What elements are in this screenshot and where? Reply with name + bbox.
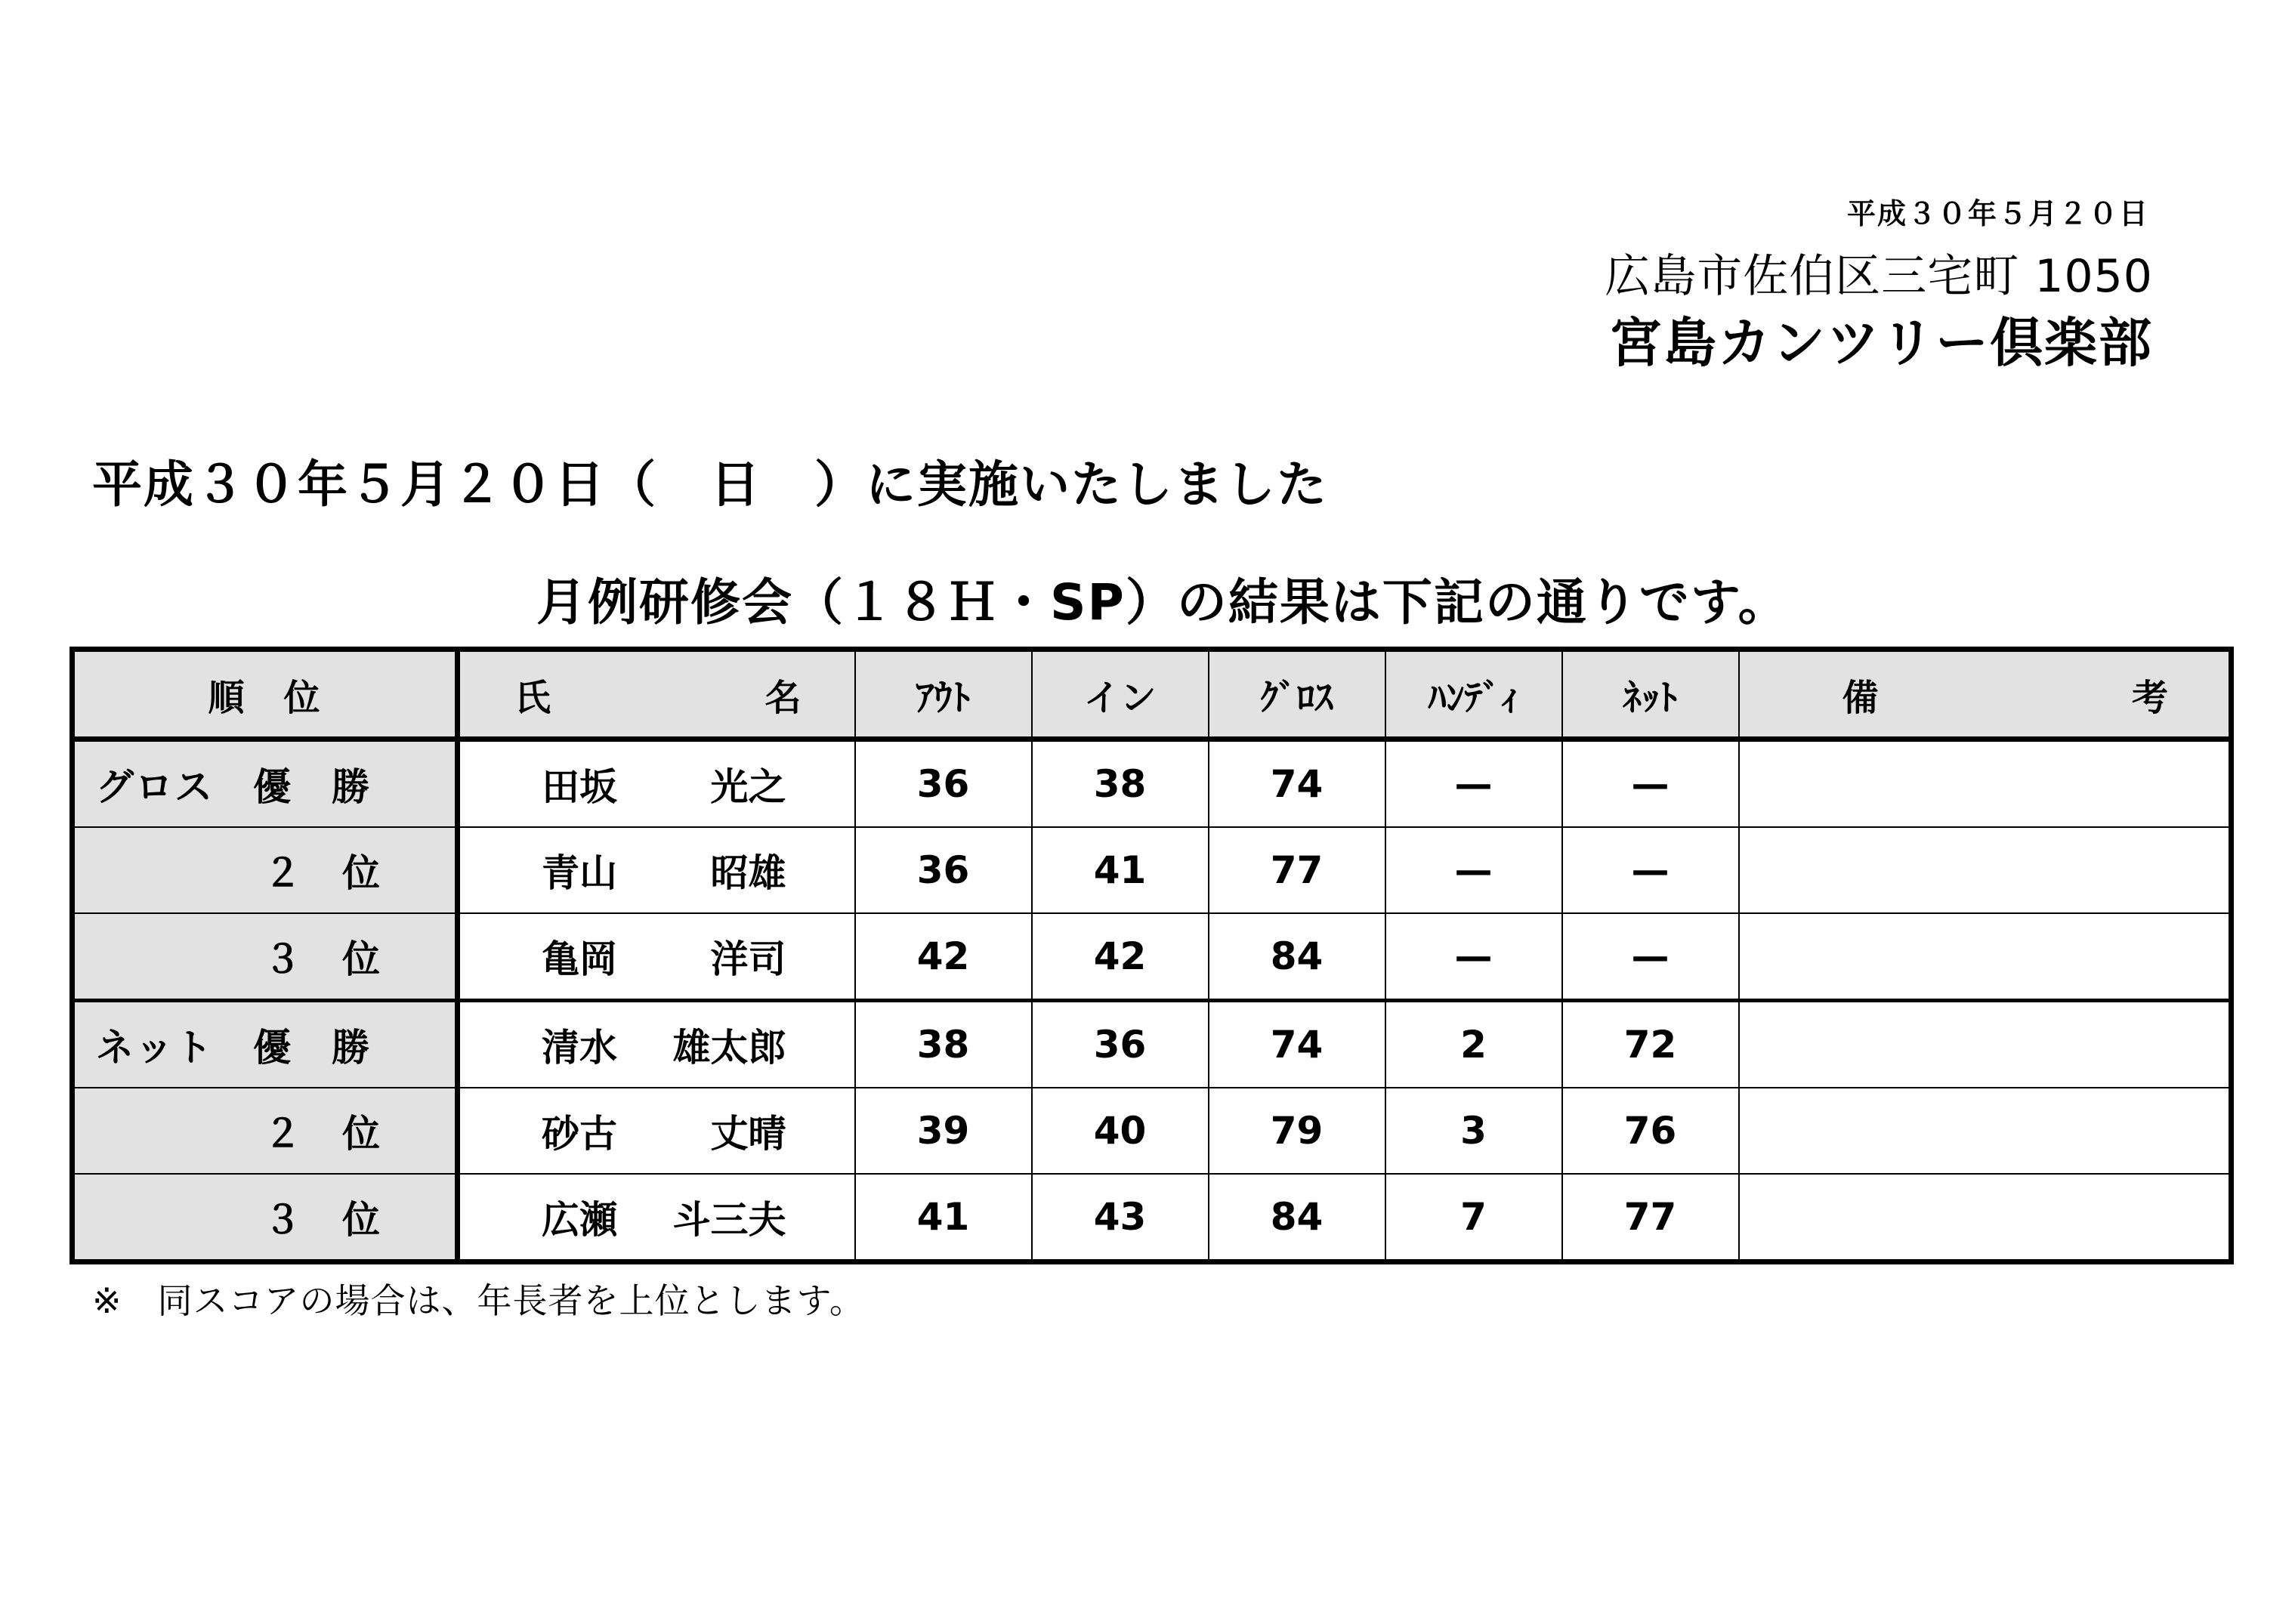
document-date: 平成３０年５月２０日 (1846, 197, 2149, 230)
remarks-cell (1739, 913, 2232, 1001)
header-name: 氏 名 (458, 650, 855, 739)
gross-score: 74 (1209, 1001, 1385, 1088)
in-score: 40 (1032, 1088, 1209, 1174)
header-in: イン (1032, 650, 1209, 739)
gross-score: 84 (1209, 913, 1385, 1001)
header-row (73, 650, 2232, 739)
handicap-value: 3 (1385, 1088, 1562, 1174)
rank-cell: ネット 優 勝 (73, 1001, 458, 1088)
remarks-cell (1739, 1174, 2232, 1262)
club-address: 広島市佐伯区三宅町 1050 (1605, 250, 2153, 303)
net-score: 76 (1562, 1088, 1739, 1174)
gross-score: 74 (1209, 739, 1385, 828)
name-cell: 亀岡 洋司 (458, 913, 855, 1001)
remarks-cell (1739, 739, 2232, 828)
remarks-cell (1739, 1088, 2232, 1174)
remarks-cell (1739, 1001, 2232, 1088)
handicap-value: — (1385, 827, 1562, 913)
out-score: 42 (855, 913, 1032, 1001)
rank-cell: ２ 位 (73, 827, 458, 913)
handicap-value: 2 (1385, 1001, 1562, 1088)
results-table (69, 647, 2234, 1264)
name-cell: 広瀬 斗三夫 (458, 1174, 855, 1262)
club-name: 宮島カンツリー倶楽部 (1609, 312, 2153, 374)
name-cell: 田坂 光之 (458, 739, 855, 828)
rank-cell: ２ 位 (73, 1088, 458, 1174)
in-score: 36 (1032, 1001, 1209, 1088)
name-cell: 清水 雄太郎 (458, 1001, 855, 1088)
net-score: — (1562, 739, 1739, 828)
in-score: 41 (1032, 827, 1209, 913)
out-score: 41 (855, 1174, 1032, 1262)
table-row (73, 1088, 2232, 1174)
rank-cell: グロス 優 勝 (73, 739, 458, 828)
out-score: 36 (855, 827, 1032, 913)
header-gross: ｸﾞﾛｽ (1209, 650, 1385, 739)
out-score: 36 (855, 739, 1032, 828)
table-row (73, 739, 2232, 828)
in-score: 38 (1032, 739, 1209, 828)
net-score: — (1562, 913, 1739, 1001)
intro-line-1 (92, 444, 1328, 516)
handicap-value: 7 (1385, 1174, 1562, 1262)
name-cell: 砂古 丈晴 (458, 1088, 855, 1174)
net-score: 72 (1562, 1001, 1739, 1088)
table-row (73, 913, 2232, 1001)
intro-line-1-b: ）に実施いたしました (814, 455, 1328, 514)
in-score: 42 (1032, 913, 1209, 1001)
in-score: 43 (1032, 1174, 1209, 1262)
intro-line-2: 月例研修会（１８Ｈ・SP）の結果は下記の通りです。 (536, 573, 1790, 631)
rank-cell: ３ 位 (73, 1174, 458, 1262)
net-score: — (1562, 827, 1739, 913)
net-score: 77 (1562, 1174, 1739, 1262)
handicap-value: — (1385, 739, 1562, 828)
header-out: ｱｳﾄ (855, 650, 1032, 739)
gross-score: 84 (1209, 1174, 1385, 1262)
out-score: 38 (855, 1001, 1032, 1088)
out-score: 39 (855, 1088, 1032, 1174)
header-rank: 順 位 (73, 650, 458, 739)
gross-score: 77 (1209, 827, 1385, 913)
gross-score: 79 (1209, 1088, 1385, 1174)
remarks-cell (1739, 827, 2232, 913)
handicap-value: — (1385, 913, 1562, 1001)
table-row (73, 1174, 2232, 1262)
table-row (73, 827, 2232, 913)
name-cell: 青山 昭雄 (458, 827, 855, 913)
intro-day: 日 (710, 455, 761, 514)
tie-rule-note: ※ 同スコアの場合は、年長者を上位とします。 (92, 1280, 865, 1321)
header-remarks: 備 考 (1739, 650, 2232, 739)
rank-cell: ３ 位 (73, 913, 458, 1001)
header-net: ﾈｯﾄ (1562, 650, 1739, 739)
table-row (73, 1001, 2232, 1088)
intro-line-1-a: 平成３０年５月２０日（ (92, 455, 657, 514)
header-handicap: ﾊﾝﾃﾞｨ (1385, 650, 1562, 739)
